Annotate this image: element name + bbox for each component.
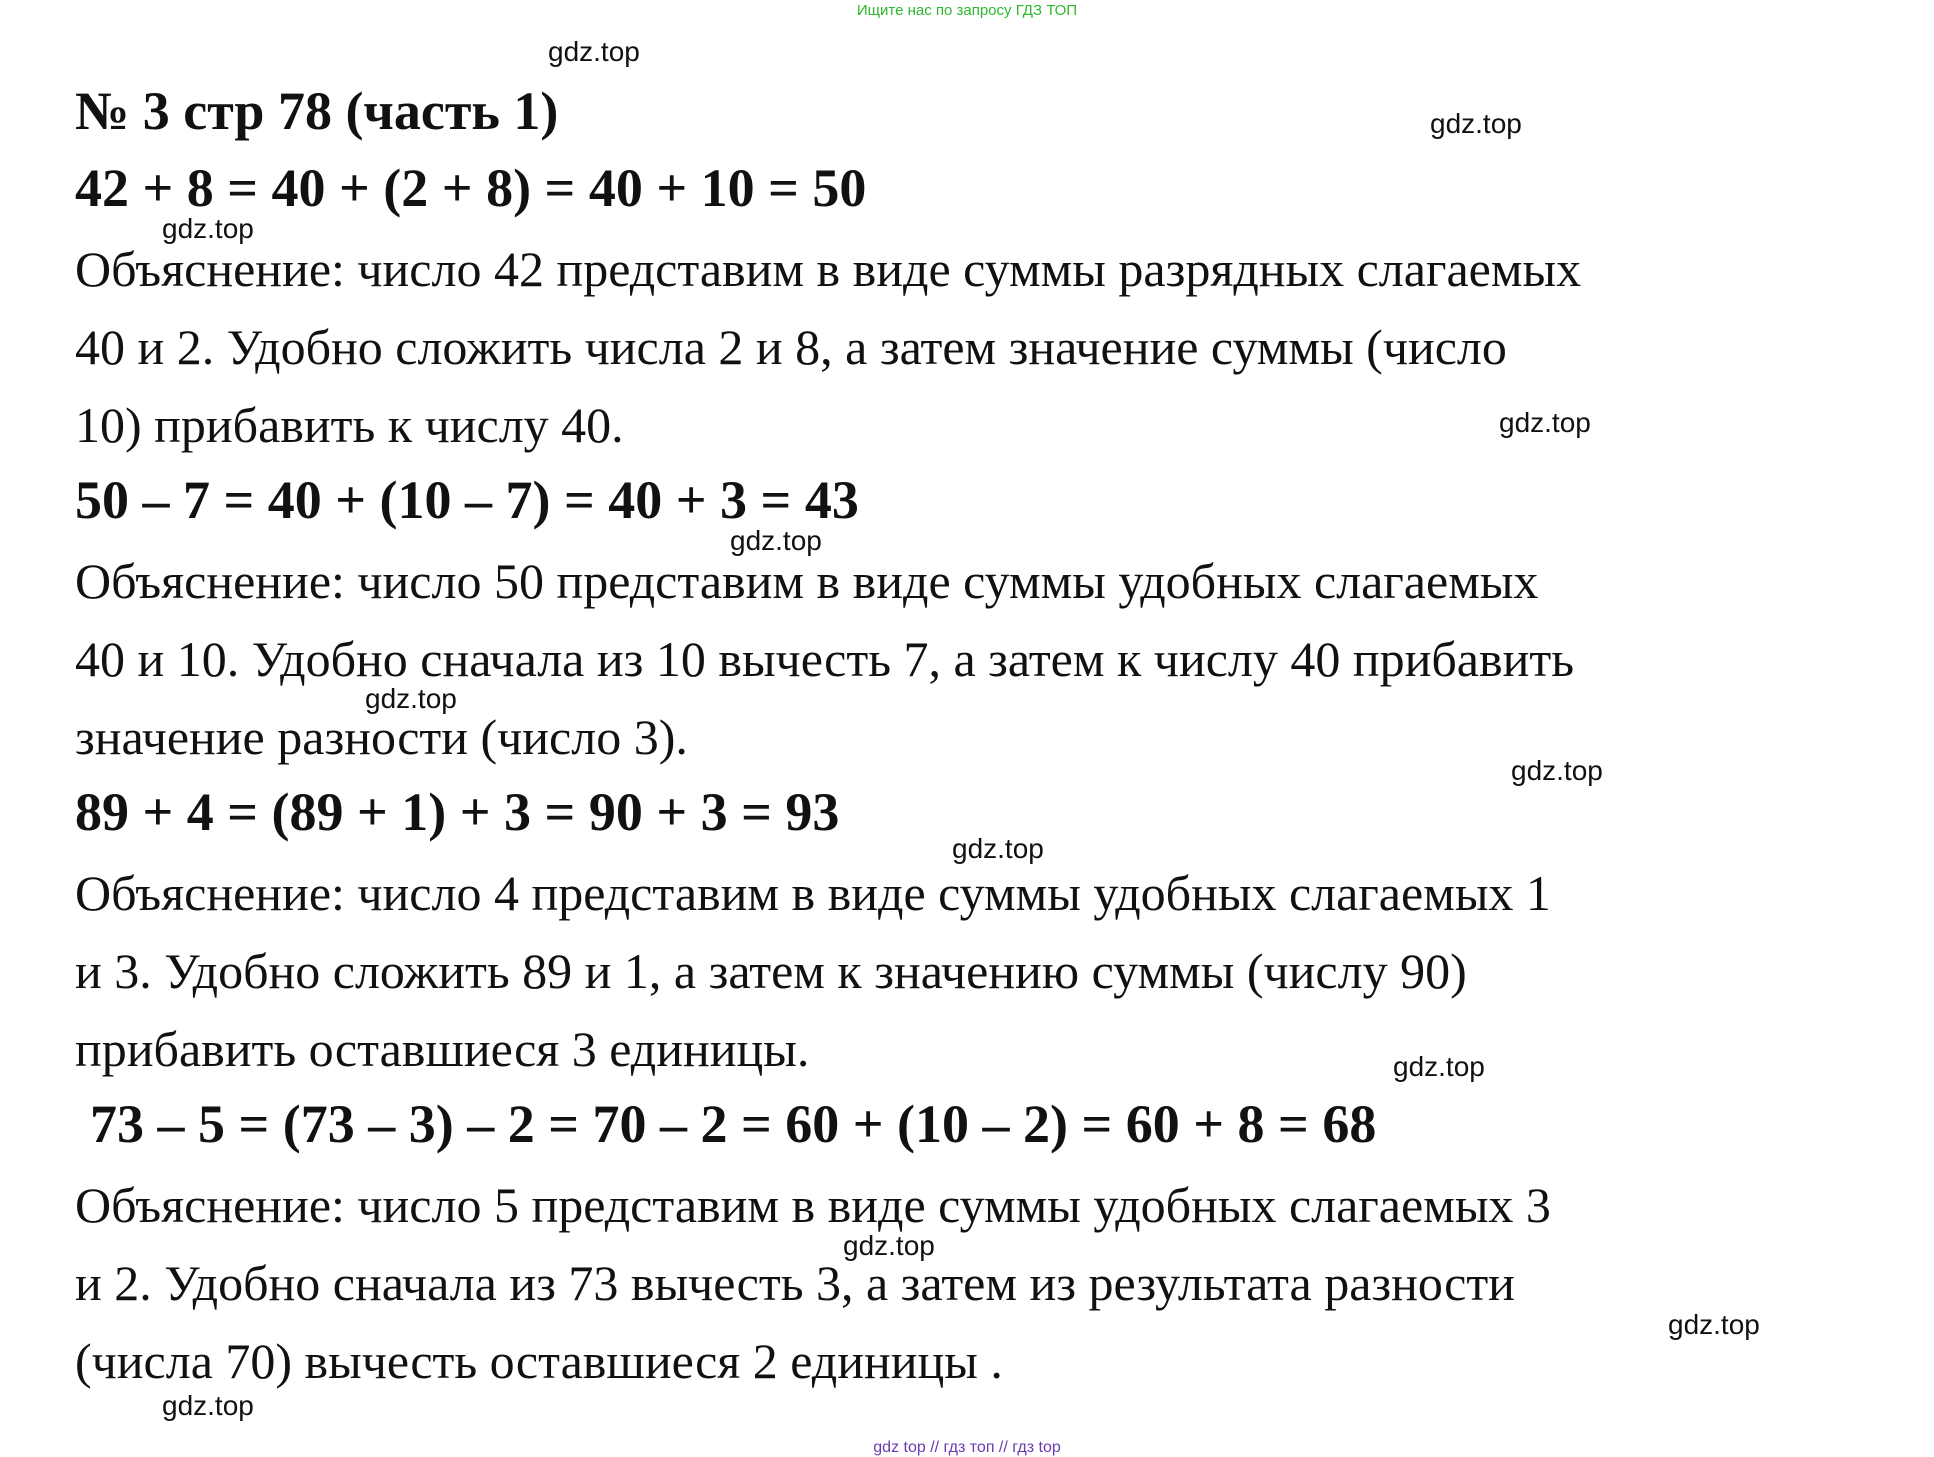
equation-1: 42 + 8 = 40 + (2 + 8) = 40 + 10 = 50 — [75, 158, 867, 218]
explanation-2-line-1: Объяснение: число 50 представим в виде суммы удобных слагаемых — [75, 553, 1539, 609]
watermark: gdz.top — [843, 1230, 935, 1261]
watermark: gdz.top — [1499, 407, 1591, 438]
watermark: gdz.top — [162, 1390, 254, 1421]
watermark: gdz.top — [1393, 1051, 1485, 1082]
explanation-4-line-3: (числа 70) вычесть оставшиеся 2 единицы . — [75, 1333, 1003, 1389]
watermark: gdz.top — [162, 213, 254, 244]
watermark: gdz.top — [1430, 108, 1522, 139]
explanation-1-line-3: 10) прибавить к числу 40. — [75, 397, 624, 453]
watermark: gdz.top — [365, 683, 457, 714]
explanation-3-line-2: и 3. Удобно сложить 89 и 1, а затем к значению суммы (числу 90) — [75, 943, 1467, 999]
watermark: gdz.top — [548, 36, 640, 67]
explanation-2-line-2: 40 и 10. Удобно сначала из 10 вычесть 7, а затем к числу 40 прибавить — [75, 631, 1575, 687]
watermark: gdz.top — [952, 833, 1044, 864]
watermark: gdz.top — [730, 525, 822, 556]
explanation-4-line-2: и 2. Удобно сначала из 73 вычесть 3, а затем из результата разности — [75, 1255, 1515, 1311]
explanation-2-line-3: значение разности (число 3). — [75, 709, 688, 765]
watermark: gdz.top — [1668, 1309, 1760, 1340]
watermark: gdz.top — [1511, 755, 1603, 786]
equation-3: 89 + 4 = (89 + 1) + 3 = 90 + 3 = 93 — [75, 782, 840, 842]
equation-4: 73 – 5 = (73 – 3) – 2 = 70 – 2 = 60 + (10 – 2) = 60 + 8 = 68 — [90, 1094, 1377, 1154]
equation-2: 50 – 7 = 40 + (10 – 7) = 40 + 3 = 43 — [75, 470, 859, 530]
footer-links: gdz top // гдз топ // гдз top — [873, 1439, 1061, 1456]
explanation-3-line-1: Объяснение: число 4 представим в виде суммы удобных слагаемых 1 — [75, 865, 1551, 921]
top-banner: Ищите нас по запросу ГДЗ ТОП — [856, 2, 1078, 19]
explanation-4-line-1: Объяснение: число 5 представим в виде суммы удобных слагаемых 3 — [75, 1177, 1551, 1233]
explanation-1-line-1: Объяснение: число 42 представим в виде суммы разрядных слагаемых — [75, 241, 1582, 297]
explanation-3-line-3: прибавить оставшиеся 3 единицы. — [75, 1021, 810, 1077]
explanation-1-line-2: 40 и 2. Удобно сложить числа 2 и 8, а затем значение суммы (число — [75, 319, 1507, 375]
page-title: № 3 стр 78 (часть 1) — [75, 81, 559, 141]
